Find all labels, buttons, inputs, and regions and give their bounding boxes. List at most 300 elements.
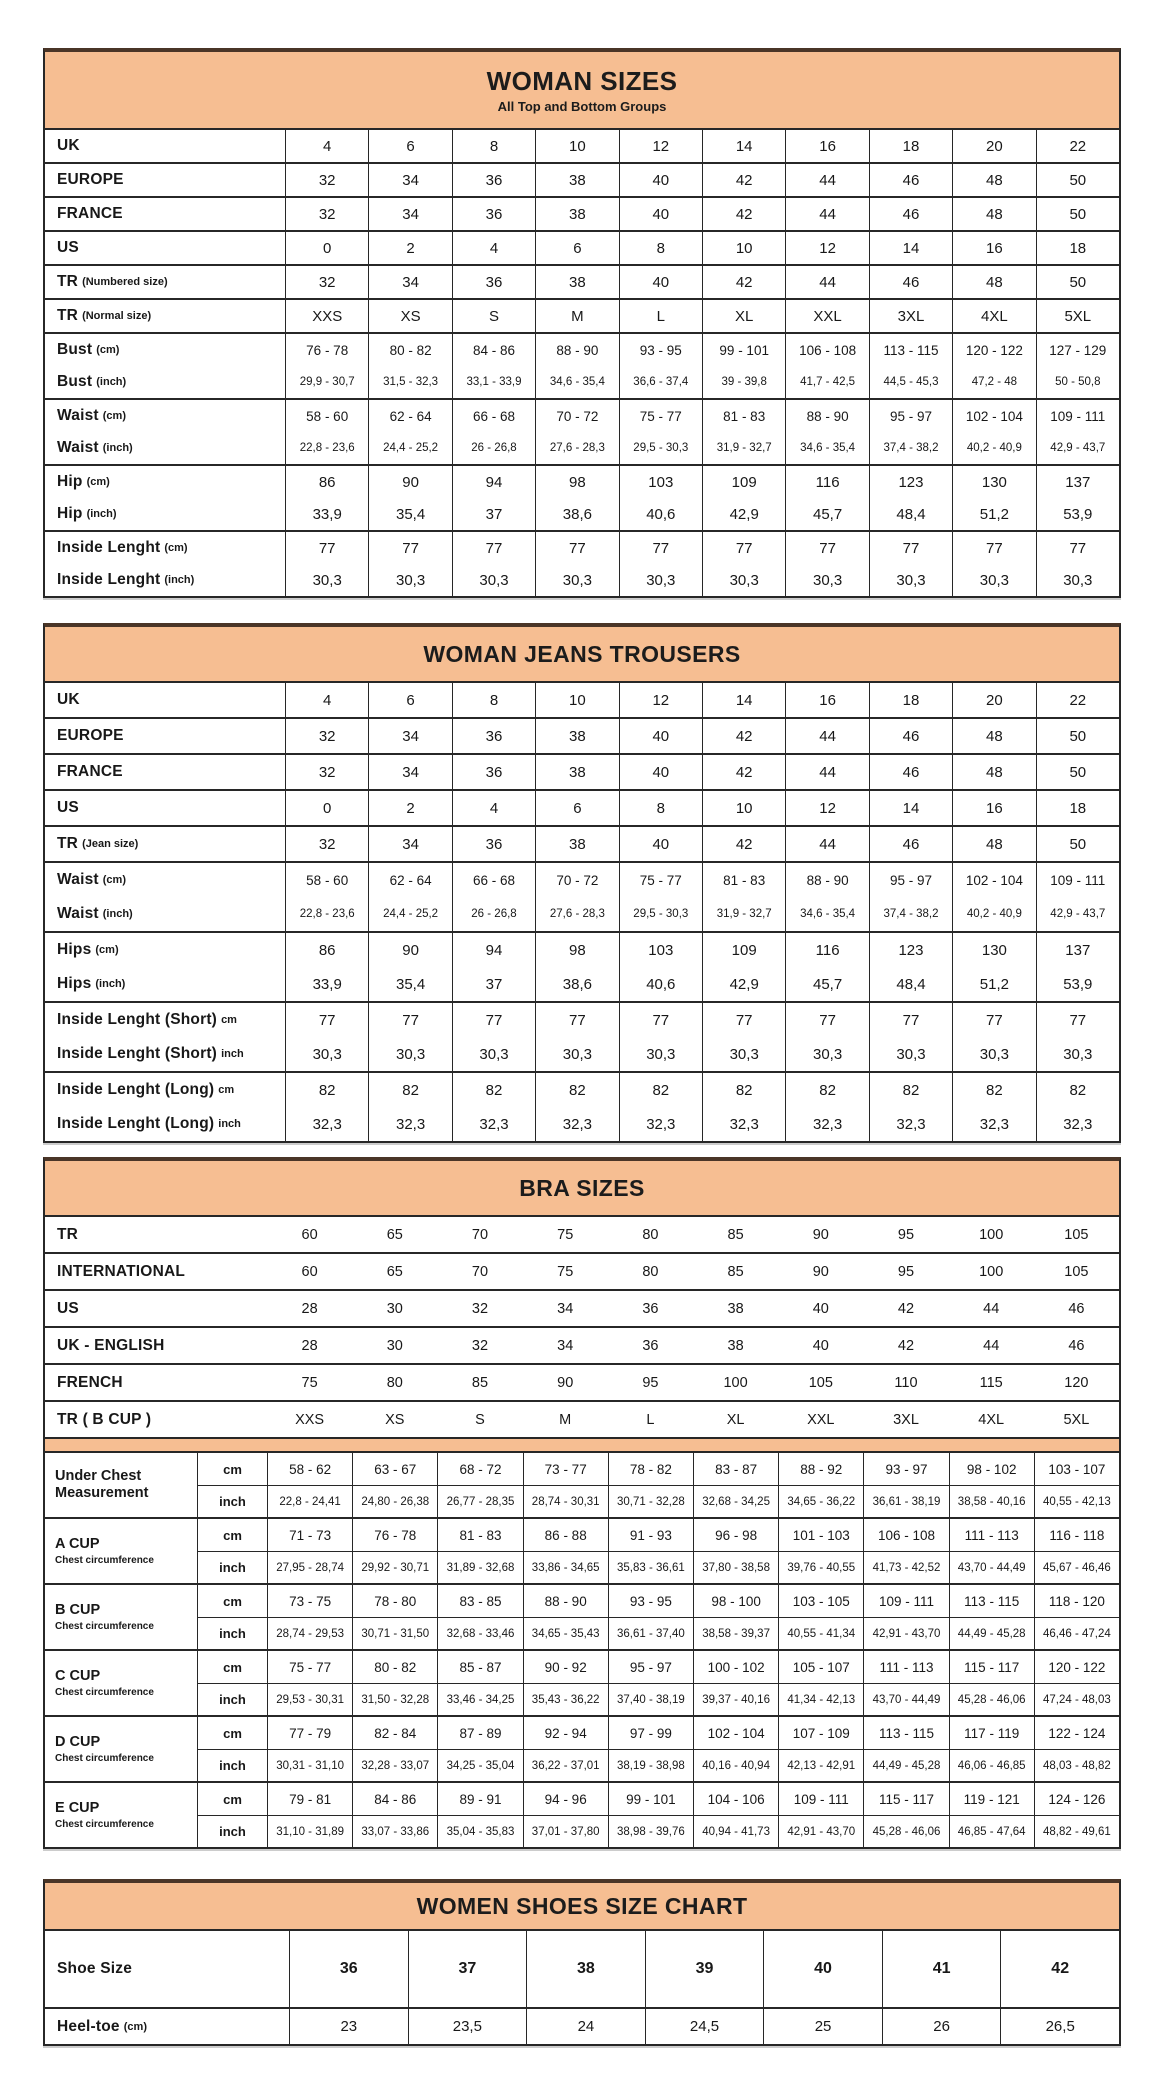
- cell: 90 - 92: [523, 1651, 608, 1683]
- cell: 40: [812, 1337, 829, 1354]
- jeans-rows: [45, 683, 1119, 1141]
- cell: 28: [301, 1337, 318, 1354]
- cell: XL: [702, 300, 785, 332]
- table-row: [45, 1326, 1119, 1363]
- cell: 32,3: [619, 1107, 702, 1141]
- cell: 87 - 89: [437, 1717, 522, 1749]
- cell: 0: [285, 791, 368, 825]
- cell: 34: [368, 719, 451, 753]
- cell: 77: [869, 532, 952, 564]
- cell: 77: [619, 1003, 702, 1037]
- cell: 82 - 84: [352, 1717, 437, 1749]
- bra-measure-group: [45, 1781, 1119, 1847]
- cell: 37,80 - 38,58: [693, 1551, 778, 1583]
- table-row: [45, 298, 1119, 332]
- cell: 22,8 - 23,6: [285, 897, 368, 931]
- cell: 68 - 72: [437, 1453, 522, 1485]
- cell: 25: [763, 2009, 882, 2044]
- cell: 58 - 60: [285, 400, 368, 432]
- cell: 50: [1036, 266, 1119, 298]
- cell: 32,68 - 34,25: [693, 1485, 778, 1517]
- table-row: [45, 464, 1119, 498]
- cell: 98 - 102: [949, 1453, 1034, 1485]
- unit-label: inch: [197, 1485, 267, 1517]
- cell: 38: [526, 1931, 645, 2007]
- cell: M: [535, 300, 618, 332]
- cell: 77: [452, 1003, 535, 1037]
- cell: 45,67 - 46,46: [1034, 1551, 1119, 1583]
- cell: 23: [289, 2009, 408, 2044]
- cell: 109 - 111: [863, 1585, 948, 1617]
- cell: 44: [785, 164, 868, 196]
- cell: 77: [1036, 1003, 1119, 1037]
- cell: 26,5: [1000, 2009, 1119, 2044]
- table-row: [45, 564, 1119, 596]
- cell: 46: [869, 719, 952, 753]
- unit-label: inch: [197, 1815, 267, 1847]
- cell: 36: [452, 827, 535, 861]
- cell: 123: [869, 466, 952, 498]
- cell: 39,76 - 40,55: [778, 1551, 863, 1583]
- cell: 70: [471, 1263, 489, 1280]
- cell: 32,3: [285, 1107, 368, 1141]
- cell: 10: [535, 683, 618, 717]
- cell: 102 - 104: [952, 863, 1035, 897]
- table-row: [45, 264, 1119, 298]
- table-row: [45, 1001, 1119, 1037]
- cell: 46,06 - 46,85: [949, 1749, 1034, 1781]
- cell: 77: [785, 1003, 868, 1037]
- cell: 79 - 81: [267, 1783, 352, 1815]
- cell: 75: [557, 1263, 574, 1280]
- cell: 77 - 79: [267, 1717, 352, 1749]
- row-label: Waist (inch): [57, 905, 133, 922]
- unit-label: cm: [197, 1651, 267, 1683]
- cell: 94 - 96: [523, 1783, 608, 1815]
- cell: 26: [882, 2009, 1001, 2044]
- cell: 36: [289, 1931, 408, 2007]
- cell: 100: [723, 1374, 748, 1391]
- cell: 32,3: [1036, 1107, 1119, 1141]
- cell: 77: [952, 532, 1035, 564]
- bra-sizes-table: [43, 1157, 1121, 1849]
- cell: 27,6 - 28,3: [535, 432, 618, 464]
- cell: 42: [702, 164, 785, 196]
- cell: 82: [452, 1073, 535, 1107]
- cell: 32,3: [452, 1107, 535, 1141]
- cell: 77: [869, 1003, 952, 1037]
- cell: 34: [557, 1300, 574, 1317]
- table-row: [45, 1289, 1119, 1326]
- cell: 62 - 64: [368, 863, 451, 897]
- cell: 94: [452, 466, 535, 498]
- cell: 18: [869, 683, 952, 717]
- separator-band: [45, 1437, 1119, 1453]
- cell: 30,3: [785, 1037, 868, 1071]
- cell: 81 - 83: [437, 1519, 522, 1551]
- cell: 104 - 106: [693, 1783, 778, 1815]
- cell: 77: [535, 532, 618, 564]
- row-label: UK - ENGLISH: [57, 1336, 165, 1354]
- cell: 5XL: [1063, 1411, 1090, 1428]
- cell: 107 - 109: [778, 1717, 863, 1749]
- cell: 40: [619, 719, 702, 753]
- cell: 80: [642, 1263, 659, 1280]
- cell: 38: [535, 198, 618, 230]
- cell: 81 - 83: [702, 400, 785, 432]
- cell: 99 - 101: [608, 1783, 693, 1815]
- cell: 6: [368, 683, 451, 717]
- cell: 40: [619, 755, 702, 789]
- cell: 24,5: [645, 2009, 764, 2044]
- row-label: INTERNATIONAL: [57, 1262, 186, 1280]
- cell: 34: [368, 164, 451, 196]
- cell: 99 - 101: [702, 334, 785, 366]
- cell: 38: [535, 827, 618, 861]
- cell: 16: [785, 683, 868, 717]
- cell: 33,46 - 34,25: [437, 1683, 522, 1715]
- row-label: US: [57, 1299, 79, 1317]
- cell: 77: [1036, 532, 1119, 564]
- cell: 30,3: [452, 1037, 535, 1071]
- cell: 117 - 119: [949, 1717, 1034, 1749]
- cell: 111 - 113: [863, 1651, 948, 1683]
- cell: 40: [619, 198, 702, 230]
- row-label: Inside Lenght (Short) cm: [57, 1011, 237, 1028]
- cell: 103 - 105: [778, 1585, 863, 1617]
- cell: 82: [368, 1073, 451, 1107]
- cell: 44,49 - 45,28: [949, 1617, 1034, 1649]
- cell: 35,83 - 36,61: [608, 1551, 693, 1583]
- cell: 30,3: [535, 1037, 618, 1071]
- cell: 50: [1036, 827, 1119, 861]
- cell: 95: [642, 1374, 659, 1391]
- cell: 30,3: [785, 564, 868, 596]
- cell: 42: [1000, 1931, 1119, 2007]
- cell: 35,4: [368, 498, 451, 530]
- table-row: [45, 1217, 1119, 1252]
- cell: 130: [952, 933, 1035, 967]
- row-label: UK: [57, 137, 80, 154]
- cell: XXS: [285, 300, 368, 332]
- cell: 106 - 108: [785, 334, 868, 366]
- cell: 32: [285, 827, 368, 861]
- cell: 30,3: [952, 1037, 1035, 1071]
- cell: 48: [952, 266, 1035, 298]
- cell: 137: [1036, 933, 1119, 967]
- cell: 40,94 - 41,73: [693, 1815, 778, 1847]
- cell: 38,98 - 39,76: [608, 1815, 693, 1847]
- cell: 76 - 78: [352, 1519, 437, 1551]
- cell: 39,37 - 40,16: [693, 1683, 778, 1715]
- cell: 38,19 - 38,98: [608, 1749, 693, 1781]
- bra-measure-group: [45, 1453, 1119, 1517]
- row-label: FRENCH: [57, 1373, 123, 1391]
- cell: 47,2 - 48: [952, 366, 1035, 398]
- bra-measurement-rows: [45, 1453, 1119, 1847]
- cell: 29,9 - 30,7: [285, 366, 368, 398]
- cell: 34,65 - 36,22: [778, 1485, 863, 1517]
- cell: 31,9 - 32,7: [702, 897, 785, 931]
- cell: 123: [869, 933, 952, 967]
- cell: 44: [785, 827, 868, 861]
- cell: 75 - 77: [619, 863, 702, 897]
- woman-sizes-table: [43, 48, 1121, 598]
- cell: 82: [785, 1073, 868, 1107]
- cell: 77: [452, 532, 535, 564]
- cell: 31,10 - 31,89: [267, 1815, 352, 1847]
- cell: 62 - 64: [368, 400, 451, 432]
- row-label: US: [57, 799, 79, 816]
- cell: 42,91 - 43,70: [778, 1815, 863, 1847]
- cell: 42,9: [702, 498, 785, 530]
- cell: 18: [869, 130, 952, 162]
- cell: 44: [785, 198, 868, 230]
- cell: 32,3: [869, 1107, 952, 1141]
- cell: 106 - 108: [863, 1519, 948, 1551]
- cell: 75 - 77: [267, 1651, 352, 1683]
- cell: 90: [557, 1374, 574, 1391]
- cell: 32: [471, 1337, 489, 1354]
- cell: 75: [557, 1226, 574, 1243]
- cell: 42: [702, 198, 785, 230]
- cell: 42: [702, 827, 785, 861]
- cell: 100: [979, 1263, 1004, 1280]
- cell: 66 - 68: [452, 863, 535, 897]
- cell: 40,2 - 40,9: [952, 432, 1035, 464]
- cell: 115 - 117: [949, 1651, 1034, 1683]
- cell: 91 - 93: [608, 1519, 693, 1551]
- cell: 38: [727, 1337, 744, 1354]
- cell: 44,49 - 45,28: [863, 1749, 948, 1781]
- cell: 88 - 90: [785, 400, 868, 432]
- cell: 36: [452, 719, 535, 753]
- cell: 105: [1064, 1263, 1089, 1280]
- cell: 45,7: [785, 967, 868, 1001]
- cell: 110: [894, 1374, 918, 1391]
- cell: 40,6: [619, 498, 702, 530]
- table-row: [45, 130, 1119, 162]
- table-row: [45, 196, 1119, 230]
- cell: 30,3: [368, 564, 451, 596]
- cell: 37,40 - 38,19: [608, 1683, 693, 1715]
- cell: 8: [452, 683, 535, 717]
- cell: 37: [408, 1931, 527, 2007]
- cell: 85: [727, 1263, 744, 1280]
- unit-label: cm: [197, 1783, 267, 1815]
- cell: 88 - 92: [778, 1453, 863, 1485]
- cell: 42: [702, 266, 785, 298]
- cell: 85 - 87: [437, 1651, 522, 1683]
- cell: 40,16 - 40,94: [693, 1749, 778, 1781]
- cell: 95: [897, 1226, 915, 1243]
- cell: 60: [301, 1226, 318, 1243]
- cell: 50: [1036, 198, 1119, 230]
- cell: 42: [897, 1300, 915, 1317]
- table-row: [45, 230, 1119, 264]
- cell: 98 - 100: [693, 1585, 778, 1617]
- cell: 120 - 122: [952, 334, 1035, 366]
- cell: 93 - 95: [608, 1585, 693, 1617]
- cell: XL: [726, 1411, 745, 1428]
- cell: 26 - 26,8: [452, 897, 535, 931]
- cell: 24,4 - 25,2: [368, 897, 451, 931]
- cell: 86 - 88: [523, 1519, 608, 1551]
- row-label: EUROPE: [57, 727, 124, 744]
- cell: 50 - 50,8: [1036, 366, 1119, 398]
- table-row: [45, 398, 1119, 432]
- table-subtitle: All Top and Bottom Groups: [497, 99, 667, 114]
- table-row: [45, 1037, 1119, 1071]
- row-label: Inside Lenght (cm): [57, 539, 188, 556]
- cell: 53,9: [1036, 498, 1119, 530]
- cell: 77: [702, 532, 785, 564]
- cell: 109 - 111: [778, 1783, 863, 1815]
- unit-label: cm: [197, 1453, 267, 1485]
- cell: 38: [535, 266, 618, 298]
- cell: 94: [452, 933, 535, 967]
- jeans-header: [45, 627, 1119, 683]
- cell: 30,3: [952, 564, 1035, 596]
- cell: 32: [285, 198, 368, 230]
- cell: 32,3: [368, 1107, 451, 1141]
- cell: 90: [812, 1263, 829, 1280]
- cell: 77: [368, 1003, 451, 1037]
- cell: 16: [952, 791, 1035, 825]
- unit-label: inch: [197, 1749, 267, 1781]
- cell: 20: [952, 683, 1035, 717]
- table-row: [45, 498, 1119, 530]
- cell: 38: [727, 1300, 744, 1317]
- cell: S: [452, 300, 535, 332]
- cell: 46,85 - 47,64: [949, 1815, 1034, 1847]
- cell: 48: [952, 164, 1035, 196]
- bra-measure-group: [45, 1517, 1119, 1583]
- cell: 29,5 - 30,3: [619, 897, 702, 931]
- cell: 30,71 - 31,50: [352, 1617, 437, 1649]
- cell: 46: [869, 827, 952, 861]
- cell: 30,3: [535, 564, 618, 596]
- cell: 40,6: [619, 967, 702, 1001]
- cell: 119 - 121: [949, 1783, 1034, 1815]
- row-label: TR (Numbered size): [57, 273, 168, 290]
- cell: 30,3: [869, 1037, 952, 1071]
- cell: 30,3: [285, 1037, 368, 1071]
- cell: 16: [785, 130, 868, 162]
- cell: 22,8 - 24,41: [267, 1485, 352, 1517]
- cell: 113 - 115: [949, 1585, 1034, 1617]
- cell: 105: [1064, 1226, 1089, 1243]
- cell: 4: [452, 232, 535, 264]
- cell: 30,31 - 31,10: [267, 1749, 352, 1781]
- cell: 88 - 90: [535, 334, 618, 366]
- cell: 63 - 67: [352, 1453, 437, 1485]
- cell: 32: [285, 719, 368, 753]
- cell: 30: [386, 1337, 403, 1354]
- cell: 10: [702, 791, 785, 825]
- table-row: [45, 2007, 1119, 2044]
- cell: 90: [368, 933, 451, 967]
- cell: 40: [619, 164, 702, 196]
- cell: 46: [1068, 1300, 1085, 1317]
- cell: 43,70 - 44,49: [863, 1683, 948, 1715]
- table-row: [45, 683, 1119, 717]
- cell: 44: [983, 1337, 1000, 1354]
- cell: 118 - 120: [1034, 1585, 1119, 1617]
- cell: 22,8 - 23,6: [285, 432, 368, 464]
- cell: 47,24 - 48,03: [1034, 1683, 1119, 1715]
- cell: 86: [285, 466, 368, 498]
- cell: 105 - 107: [778, 1651, 863, 1683]
- cell: 34,25 - 35,04: [437, 1749, 522, 1781]
- row-label: Heel-toe (cm): [57, 2017, 147, 2035]
- cell: 85: [471, 1374, 489, 1391]
- cell: 82: [869, 1073, 952, 1107]
- cell: 31,89 - 32,68: [437, 1551, 522, 1583]
- cell: 77: [702, 1003, 785, 1037]
- cell: XXL: [785, 300, 868, 332]
- cell: 82: [1036, 1073, 1119, 1107]
- cell: 24,4 - 25,2: [368, 432, 451, 464]
- table-row: [45, 1400, 1119, 1437]
- cell: 70: [471, 1226, 489, 1243]
- cell: 6: [535, 791, 618, 825]
- cell: XS: [385, 1411, 405, 1428]
- cell: 28: [301, 1300, 318, 1317]
- bra-measure-group: [45, 1649, 1119, 1715]
- cell: 12: [785, 232, 868, 264]
- cell: 34: [557, 1337, 574, 1354]
- cell: 60: [301, 1263, 318, 1280]
- row-label: Bust (inch): [57, 373, 127, 390]
- cell: 42: [702, 755, 785, 789]
- shoes-rows: [45, 1931, 1119, 2044]
- bra-header: [45, 1161, 1119, 1217]
- cell: 48: [952, 755, 1035, 789]
- cell: 14: [869, 232, 952, 264]
- unit-label: cm: [197, 1585, 267, 1617]
- row-label: E CUP Chest circumference: [55, 1800, 154, 1830]
- cell: 109: [702, 933, 785, 967]
- cell: 77: [952, 1003, 1035, 1037]
- cell: 18: [1036, 232, 1119, 264]
- cell: 46: [869, 266, 952, 298]
- table-row: [45, 717, 1119, 753]
- cell: 98: [535, 933, 618, 967]
- row-label: TR (Jean size): [57, 835, 139, 852]
- cell: 82: [285, 1073, 368, 1107]
- cell: 32: [285, 164, 368, 196]
- table-row: [45, 432, 1119, 464]
- unit-label: inch: [197, 1551, 267, 1583]
- cell: 116: [785, 466, 868, 498]
- table-row: [45, 897, 1119, 931]
- cell: 65: [386, 1226, 403, 1243]
- cell: 2: [368, 791, 451, 825]
- cell: 29,53 - 30,31: [267, 1683, 352, 1715]
- cell: 95 - 97: [608, 1651, 693, 1683]
- cell: 37: [452, 498, 535, 530]
- cell: 42,9 - 43,7: [1036, 897, 1119, 931]
- woman-sizes-rows: [45, 130, 1119, 596]
- cell: 35,43 - 36,22: [523, 1683, 608, 1715]
- cell: S: [475, 1411, 485, 1428]
- cell: 34: [368, 266, 451, 298]
- cell: 38: [535, 164, 618, 196]
- cell: 34,65 - 35,43: [523, 1617, 608, 1649]
- cell: 88 - 90: [785, 863, 868, 897]
- cell: 73 - 77: [523, 1453, 608, 1485]
